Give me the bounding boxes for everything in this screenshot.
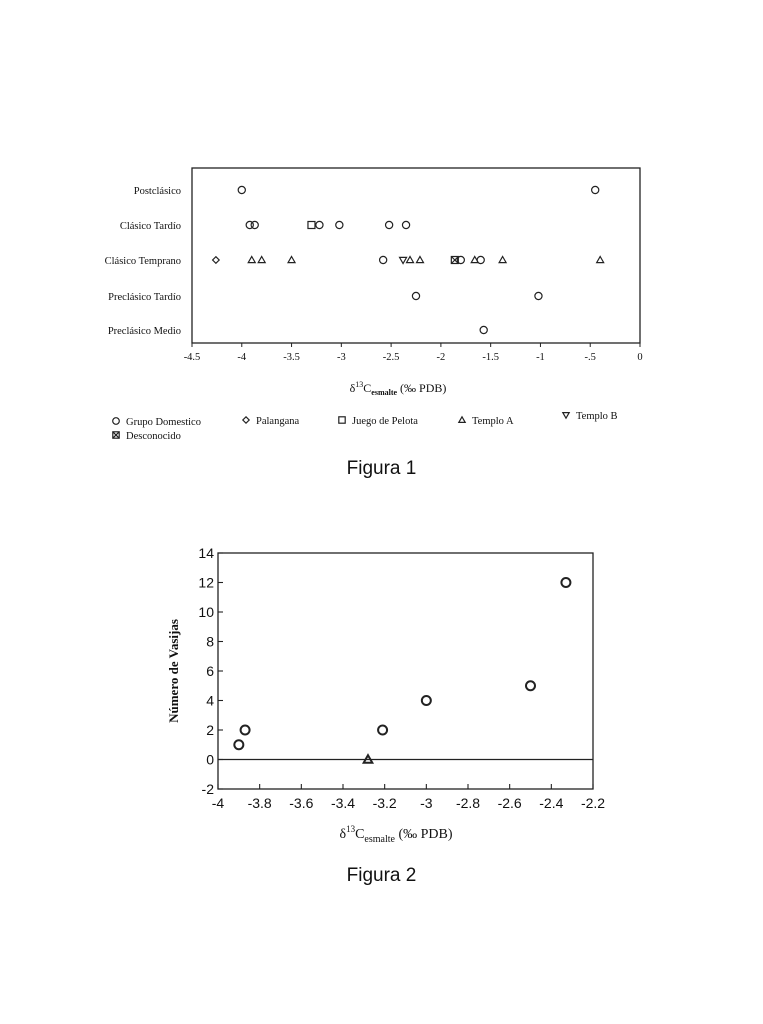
figure-1 <box>105 168 643 442</box>
figure-2-caption: Figura 2 <box>346 865 417 886</box>
fig2-point-circle <box>241 726 250 735</box>
fig1-x-tick-label: -2.5 <box>382 352 400 363</box>
fig1-legend <box>113 411 618 442</box>
fig2-y-tick-label: 0 <box>206 751 214 768</box>
fig2-y-tick-label: 6 <box>206 663 214 679</box>
figure-2 <box>166 545 605 845</box>
legend-marker-palangana <box>243 417 249 423</box>
legend-label-templo-b: Templo B <box>576 411 618 422</box>
legend-label-desconocido: Desconocido <box>126 431 181 442</box>
fig1-point-juego-de-pelota <box>308 222 315 229</box>
legend-label-templo-a: Templo A <box>472 416 514 427</box>
fig1-x-tick-label: -.5 <box>584 352 596 363</box>
fig1-x-tick-label: -3 <box>336 352 346 363</box>
fig2-y-tick-label: 8 <box>206 633 214 650</box>
fig2-y-tick-label: 14 <box>198 545 214 561</box>
fig1-point-grupo-domestico <box>386 221 393 228</box>
legend-label-grupo-domestico: Grupo Domestico <box>126 417 201 428</box>
fig1-point-grupo-domestico <box>238 186 245 193</box>
legend-marker-desconocido <box>113 432 119 438</box>
fig2-x-tick-label: -2.8 <box>455 795 481 811</box>
fig1-point-grupo-domestico <box>412 292 419 299</box>
fig1-x-tick-label: -3.5 <box>283 352 300 363</box>
fig2-point-circle <box>526 681 535 690</box>
fig1-point-grupo-domestico <box>402 221 409 228</box>
fig1-y-tick-label: Clásico Temprano <box>104 256 181 267</box>
fig1-x-tick-label: -2 <box>436 352 446 363</box>
fig2-x-tick-label: -3.6 <box>289 795 314 811</box>
legend-marker-templo-a <box>459 417 465 423</box>
fig1-point-templo-a <box>248 257 255 263</box>
fig2-x-tick-label: -3.2 <box>372 795 397 811</box>
fig2-point-circle <box>234 740 243 749</box>
fig2-y-tick-label: 4 <box>206 692 214 709</box>
fig2-x-tick-label: -2.2 <box>580 795 606 811</box>
fig2-x-tick-label: -3.4 <box>330 795 356 811</box>
fig1-point-grupo-domestico <box>380 256 387 263</box>
fig2-y-tick-label: -2 <box>201 781 214 797</box>
fig2-x-axis-label: $\delta^{13}C_{esmalte}$ (‰ PDB) <box>339 824 453 845</box>
fig2-plot-frame <box>218 553 593 789</box>
fig1-y-tick-label: Preclásico Tardío <box>108 292 181 303</box>
fig1-point-grupo-domestico <box>336 221 343 228</box>
figure-1-caption: Figura 1 <box>346 458 417 479</box>
fig1-point-templo-a <box>416 257 423 263</box>
fig1-x-axis-label: $\delta^{13}C_{esmalte}$ (‰ PDB) <box>349 380 447 397</box>
legend-marker-grupo-domestico <box>113 418 120 425</box>
fig1-x-tick-label: 0 <box>637 352 643 363</box>
fig1-y-tick-label: Clásico Tardío <box>119 221 181 232</box>
fig2-point-circle <box>378 726 387 735</box>
fig2-x-tick-label: -3 <box>420 795 433 811</box>
fig1-point-templo-a <box>258 257 265 263</box>
fig1-point-grupo-domestico <box>316 221 323 228</box>
fig2-y-axis-label: Número de Vasijas <box>166 619 181 723</box>
fig1-x-tick-label: -1.5 <box>482 352 499 363</box>
fig2-y-tick-label: 12 <box>198 574 214 591</box>
fig2-x-tick-label: -2.6 <box>497 795 522 811</box>
fig1-point-templo-a <box>407 257 414 263</box>
fig1-plot-frame <box>192 168 640 343</box>
fig2-point-circle <box>422 696 431 705</box>
fig1-point-palangana <box>213 257 220 264</box>
fig1-point-templo-a <box>499 257 506 263</box>
fig2-x-tick-label: -2.4 <box>539 795 564 811</box>
legend-label-juego-de-pelota: Juego de Pelota <box>352 416 418 427</box>
fig1-point-grupo-domestico <box>251 221 258 228</box>
fig1-x-tick-label: -4.5 <box>183 352 201 363</box>
fig2-y-tick-label: 10 <box>198 604 214 620</box>
fig1-point-grupo-domestico <box>592 186 599 193</box>
fig1-point-templo-a <box>597 257 604 263</box>
fig2-x-tick-label: -3.8 <box>247 795 272 811</box>
fig1-point-templo-a <box>288 257 295 263</box>
fig2-point-circle <box>561 578 570 587</box>
fig1-y-tick-label: Preclásico Medio <box>107 326 181 337</box>
fig1-x-tick-label: -4 <box>237 352 247 363</box>
legend-marker-juego-de-pelota <box>339 417 345 423</box>
fig2-y-tick-label: 2 <box>206 722 214 738</box>
fig1-point-templo-b <box>400 257 407 263</box>
legend-marker-templo-b <box>563 413 569 419</box>
fig1-x-tick-label: -1 <box>536 352 545 363</box>
fig2-x-tick-label: -4 <box>211 795 225 811</box>
fig1-point-grupo-domestico <box>480 326 487 333</box>
fig1-point-grupo-domestico <box>535 292 542 299</box>
fig1-y-tick-label: Postclásico <box>133 186 181 197</box>
legend-label-palangana: Palangana <box>256 416 300 427</box>
